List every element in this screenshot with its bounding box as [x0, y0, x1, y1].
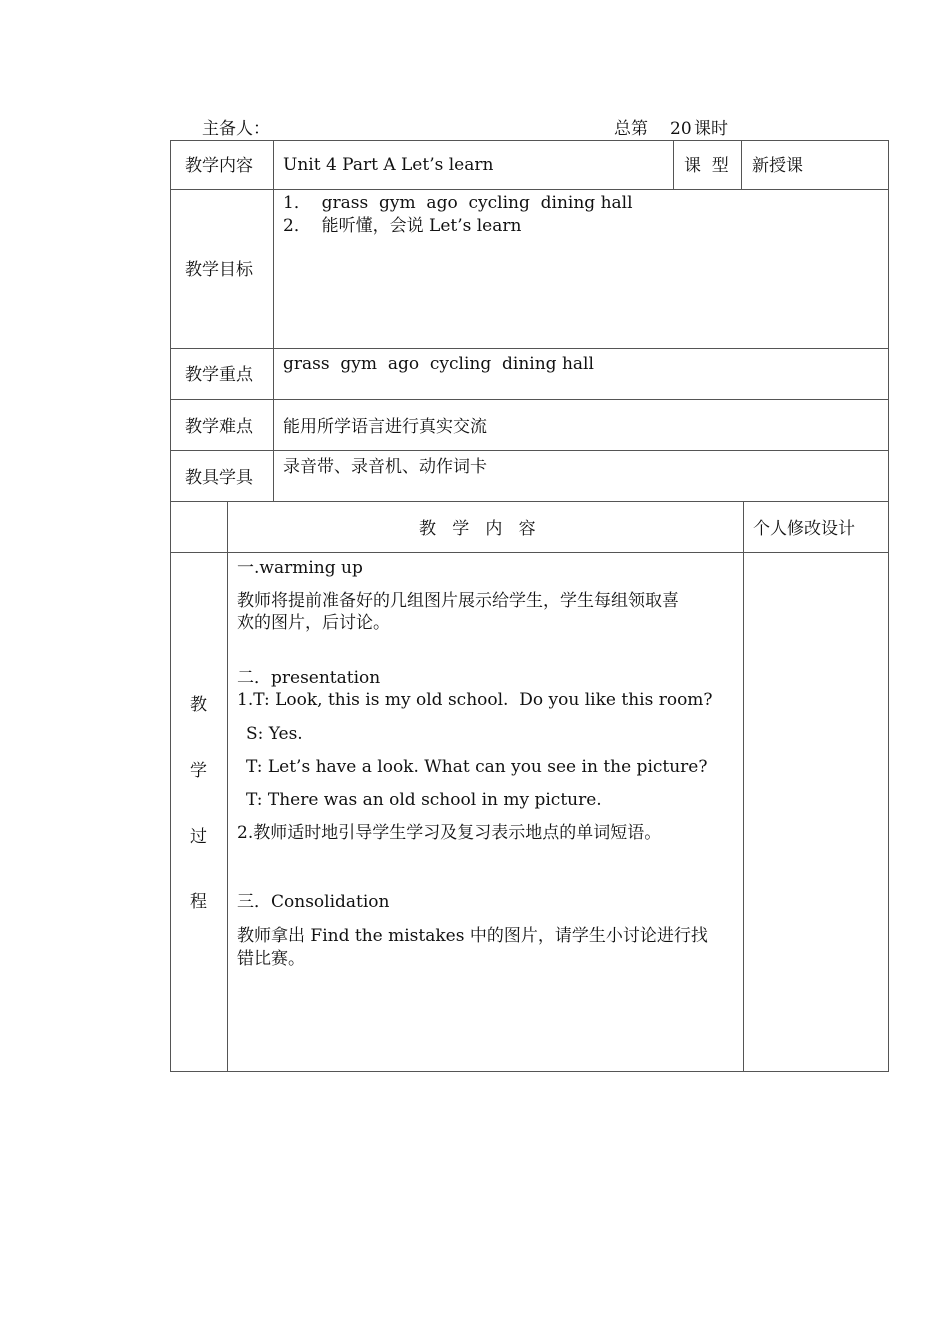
warmup-text: 教师将提前准备好的几组图片展示给学生，学生每组领取喜 — [237, 591, 679, 611]
process-label-char: 教 — [190, 695, 207, 715]
process-label-char: 过 — [190, 827, 207, 847]
step-2-text: 2.教师适时地引导学生学习及复习表示地点的单词短语。 — [237, 823, 662, 843]
objective-item: 2． 能听懂，会说 Let’s learn — [283, 216, 522, 236]
tools-value: 录音带、录音机、动作词卡 — [283, 457, 487, 477]
section-header: 教 学 内 容 — [419, 519, 536, 539]
objective-item: 1． grass gym ago cycling dining hall — [283, 193, 633, 213]
type-value: 新授课 — [752, 156, 803, 176]
process-label-char: 程 — [190, 892, 207, 912]
process-label-char: 学 — [190, 761, 207, 781]
lesson-number: 20 — [670, 119, 692, 139]
total-label: 总第 — [614, 119, 648, 139]
key-points-label: 教学重点 — [185, 365, 253, 385]
consolidation-title: 三．Consolidation — [237, 892, 390, 912]
difficulty-label: 教学难点 — [185, 417, 253, 437]
content-label: 教学内容 — [185, 156, 253, 176]
preparer-label: 主备人： — [202, 119, 270, 139]
key-points-value: grass gym ago cycling dining hall — [283, 354, 594, 374]
period-label: 课时 — [694, 119, 728, 139]
tools-label: 教具学具 — [185, 468, 253, 488]
presentation-title: 二．presentation — [237, 668, 381, 688]
difficulty-value: 能用所学语言进行真实交流 — [283, 417, 487, 437]
consolidation-text: 错比赛。 — [237, 949, 305, 969]
dialog-line: 1.T: Look, this is my old school. Do you like this room? — [237, 690, 713, 710]
content-value: Unit 4 Part A Let’s learn — [283, 155, 494, 175]
type-label: 课 型 — [684, 156, 729, 176]
objectives-label: 教学目标 — [185, 260, 253, 280]
warmup-title: 一.warming up — [237, 558, 363, 578]
personal-design-header: 个人修改设计 — [753, 519, 855, 539]
dialog-line: T: Let’s have a look. What can you see in the picture? — [246, 757, 708, 777]
dialog-line: T: There was an old school in my picture. — [246, 790, 602, 810]
consolidation-text: 教师拿出 Find the mistakes 中的图片，请学生小讨论进行找 — [237, 926, 708, 946]
warmup-text: 欢的图片，后讨论。 — [237, 613, 390, 633]
dialog-line: S: Yes. — [246, 724, 303, 744]
